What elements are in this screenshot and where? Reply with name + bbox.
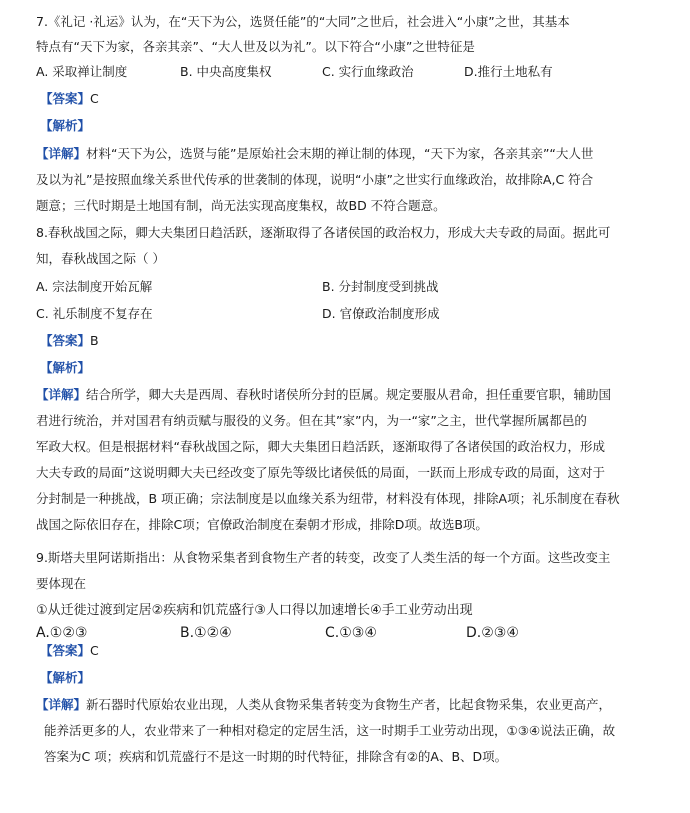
q9-option-d: D.②③④ [466,625,519,641]
q8-detail-line3: 军政大权。但是根据材料“春秋战国之际，卿大夫集团日趋活跃，逐渐取得了各诸侯国的政治权力，形成 [36,439,605,454]
q9-detail-line3: 答案为C 项；疾病和饥荒盛行不是这一时期的时代特征，排除含有②的A、B、D项。 [44,749,508,764]
q9-stem-line2: 要体现在 [36,576,87,591]
q7-option-a: A. 采取禅让制度 [36,64,128,79]
q9-stem-line1: 9.斯塔夫里阿诺斯指出：从食物采集者到食物生产者的转变，改变了人类生活的每一个方面。这些改变主 [36,550,611,565]
q7-answer [40,91,99,107]
q9-detail-line1: 【详解】新石器时代原始农业出现，人类从食物采集者转变为食物生产者，比起食物采集，农业更高产， [36,697,612,712]
q7-stem-line1: 7.《礼记 ·礼运》认为，在“天下为公，选贤任能”的“大同”之世后，社会进入“小康”之世，其基本 [36,14,570,29]
q8-stem-line2: 知，春秋战国之际（ ） [36,251,165,266]
q9-option-a: A.①②③ [36,625,88,641]
q9-answer [40,643,99,659]
q8-stem-line1: 8.春秋战国之际，卿大夫集团日趋活跃，逐渐取得了各诸侯国的政治权力，形成大夫专政的局面。据此可 [36,225,611,240]
answer-label: 【答案】 [40,643,91,658]
answer-label: 【答案】 [40,91,91,106]
q8-analysis-label: 【解析】 [40,360,91,375]
q7-option-b: B. 中央高度集权 [180,64,272,79]
q9-items: ①从迁徙过渡到定居②疾病和饥荒盛行③人口得以加速增长④手工业劳动出现 [36,603,473,618]
q8-detail-line2: 君进行统治，并对国君有纳贡赋与服役的义务。但在其”家”内，为一“家”之主，世代掌握所属都邑的 [36,413,587,428]
q8-option-c: C. 礼乐制度不复存在 [36,306,153,321]
q8-answer [40,333,99,349]
q9-option-c: C.①③④ [325,625,377,641]
detail-label: 【详解】 [36,146,87,161]
q7-detail-line2: 及以为礼”是按照血缘关系世代传承的世袭制的体现，说明“小康”之世实行血缘政治，故排除A,C 符合 [36,172,594,187]
q7-detail-line3: 题意；三代时期是土地国有制，尚无法实现高度集权，故BD 不符合题意。 [36,198,446,213]
q8-detail-line6: 战国之际依旧存在，排除C项；官僚政治制度在秦朝才形成，排除D项。故选B项。 [36,517,488,532]
q9-option-b: B.①②④ [180,625,232,641]
q7-option-c: C. 实行血缘政治 [322,64,414,79]
q9-detail-line2: 能养活更多的人，农业带来了一种相对稳定的定居生活，这一时期手工业劳动出现，①③④说法正确，故 [44,723,616,738]
q8-option-d: D. 官僚政治制度形成 [322,306,440,321]
q8-option-b: B. 分封制度受到挑战 [322,279,439,294]
answer-label: 【答案】 [40,333,91,348]
q7-stem-line2: 特点有“天下为家，各亲其亲”、“大人世及以为礼”。以下符合“小康”之世特征是 [36,39,475,54]
q7-analysis-label: 【解析】 [40,118,91,133]
q9-analysis-label: 【解析】 [40,670,91,685]
detail-label: 【详解】 [36,697,87,712]
q7-detail-line1: 【详解】材料“天下为公，选贤与能”是原始社会末期的禅让制的体现，“天下为家，各亲其亲”“大人世 [36,146,594,161]
answer-value: B [90,333,99,348]
q8-detail-line1: 【详解】结合所学，卿大夫是西周、春秋时诸侯所分封的臣属。规定要服从君命，担任重要官职，辅助国 [36,387,612,402]
q8-option-a: A. 宗法制度开始瓦解 [36,279,153,294]
q7-option-d: D.推行土地私有 [464,64,553,79]
answer-value: C [90,91,99,106]
answer-value: C [90,643,99,658]
q8-detail-line4: 大夫专政的局面”这说明卿大夫已经改变了原先等级比诸侯低的局面，一跃而上形成专政的局面，这对于 [36,465,605,480]
q8-detail-line5: 分封制是一种挑战，B 项正确；宗法制度是以血缘关系为纽带，材料没有体现，排除A项；礼乐制度在春秋 [36,491,620,506]
detail-label: 【详解】 [36,387,87,402]
